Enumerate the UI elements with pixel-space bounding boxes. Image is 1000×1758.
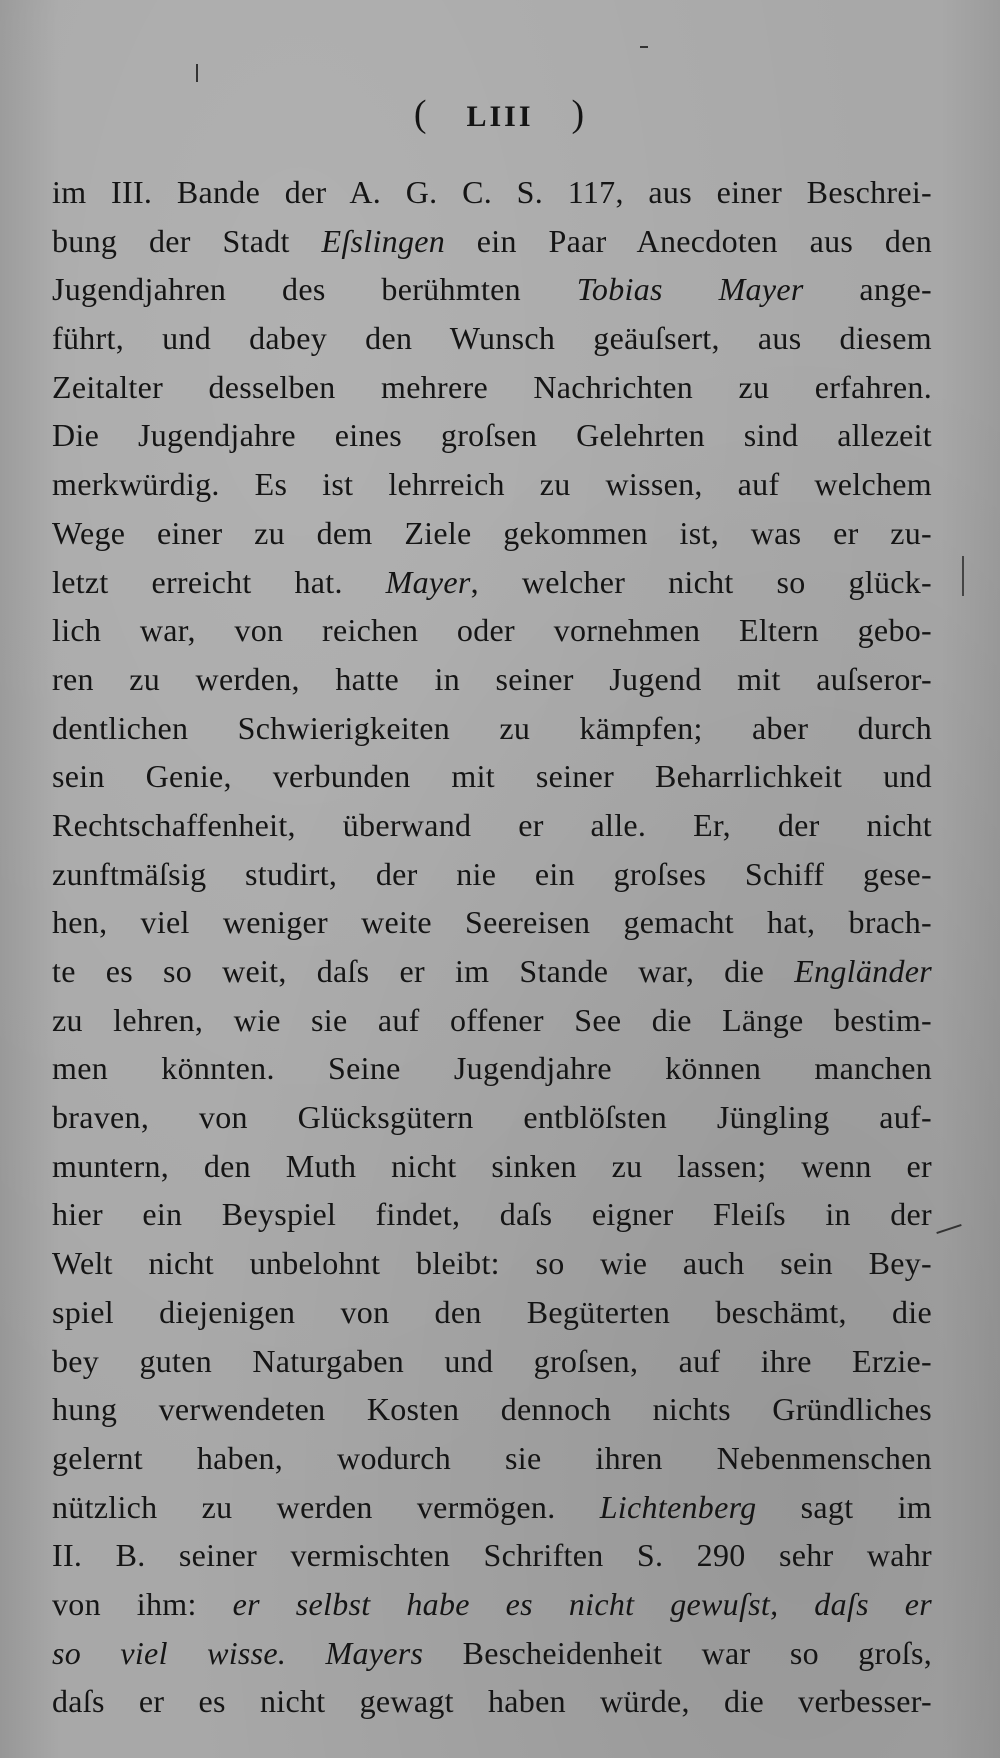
text-line: zunftmäſsig studirt, der nie ein groſses Schiff gese- bbox=[52, 855, 932, 892]
italic-text: so viel wisse. bbox=[52, 1634, 287, 1671]
text-line: sein Genie, verbunden mit seiner Beharrlichkeit und bbox=[52, 758, 932, 795]
text-line: Die Jugendjahre eines groſsen Gelehrten sind allezeit bbox=[52, 417, 932, 454]
paper-speck bbox=[936, 1224, 961, 1234]
text-line: führt, und dabey den Wunsch geäuſsert, aus diesem bbox=[52, 320, 932, 357]
text-line: men könnten. Seine Jugendjahre können manchen bbox=[52, 1050, 932, 1087]
page-number-close-paren: ) bbox=[571, 93, 587, 135]
text-line: bey guten Naturgaben und groſsen, auf ihre Erzie- bbox=[52, 1342, 932, 1379]
italic-text: Eſslingen bbox=[321, 222, 446, 259]
italic-text: Mayer bbox=[385, 563, 471, 600]
text-line: te es so weit, daſs er im Stande war, die Engländer bbox=[52, 953, 932, 989]
paper-speck bbox=[196, 64, 198, 82]
text-line: hier ein Beyspiel findet, daſs eigner Fleiſs in der bbox=[52, 1196, 932, 1233]
text-line: merkwürdig. Es ist lehrreich zu wissen, auf welchem bbox=[52, 466, 932, 503]
text-line: ren zu werden, hatte in seiner Jugend mit auſseror- bbox=[52, 660, 932, 697]
text-line: hung verwendeten Kosten dennoch nichts Gründliches bbox=[52, 1391, 932, 1428]
text-line: nützlich zu werden vermögen. Lichtenberg sagt im bbox=[52, 1488, 932, 1525]
page-number-open-paren: ( bbox=[413, 93, 429, 135]
text-line: Wege einer zu dem Ziele gekommen ist, was er zu- bbox=[52, 514, 932, 551]
text-line: daſs er es nicht gewagt haben würde, die verbesser- bbox=[52, 1683, 932, 1720]
text-line: Rechtschaffenheit, überwand er alle. Er, der nicht bbox=[52, 806, 932, 843]
italic-text: Tobias Mayer bbox=[576, 271, 804, 308]
italic-text: Mayers bbox=[325, 1634, 424, 1671]
italic-text: Engländer bbox=[794, 953, 932, 989]
text-line: gelernt haben, wodurch sie ihren Nebenmenschen bbox=[52, 1439, 932, 1476]
text-line: im III. Bande der A. G. C. S. 117, aus einer Beschrei- bbox=[52, 174, 932, 210]
body-text bbox=[52, 168, 932, 1726]
text-line: II. B. seiner vermischten Schriften S. 290 sehr wahr bbox=[52, 1537, 932, 1574]
text-line: dentlichen Schwierigkeiten zu kämpfen; aber durch bbox=[52, 709, 932, 746]
paper-speck bbox=[962, 556, 964, 596]
text-line: spiel diejenigen von den Begüterten beschämt, die bbox=[52, 1293, 932, 1330]
text-line: bung der Stadt Eſslingen ein Paar Anecdoten aus den bbox=[52, 222, 933, 259]
text-line: Jugendjahren des berühmten Tobias Mayer ange- bbox=[52, 271, 932, 308]
text-line: Zeitalter desselben mehrere Nachrichten zu erfahren. bbox=[52, 368, 932, 405]
page-number-value: LIII bbox=[466, 100, 534, 133]
text-line: so viel wisse. Mayers Bescheidenheit war so groſs, bbox=[52, 1634, 932, 1671]
text-line: letzt erreicht hat. Mayer, welcher nicht so glück- bbox=[52, 563, 932, 600]
text-line: muntern, den Muth nicht sinken zu lassen; wenn er bbox=[52, 1147, 932, 1184]
text-line: hen, viel weniger weite Seereisen gemacht hat, brach- bbox=[52, 904, 932, 941]
text-line: Welt nicht unbelohnt bleibt: so wie auch sein Bey- bbox=[52, 1245, 932, 1282]
italic-text: er selbst habe es nicht gewuſst, daſs er bbox=[232, 1585, 933, 1622]
italic-text: Lichtenberg bbox=[599, 1488, 757, 1525]
paper-speck bbox=[640, 46, 648, 48]
page-number bbox=[0, 92, 1000, 136]
text-line: lich war, von reichen oder vornehmen Eltern gebo- bbox=[52, 612, 932, 649]
text-line: braven, von Glücksgütern entblöſsten Jüngling auf- bbox=[52, 1099, 932, 1136]
text-line: zu lehren, wie sie auf offener See die Länge bestim- bbox=[52, 1001, 932, 1038]
text-line: von ihm: er selbst habe es nicht gewuſst, daſs er bbox=[52, 1585, 933, 1622]
